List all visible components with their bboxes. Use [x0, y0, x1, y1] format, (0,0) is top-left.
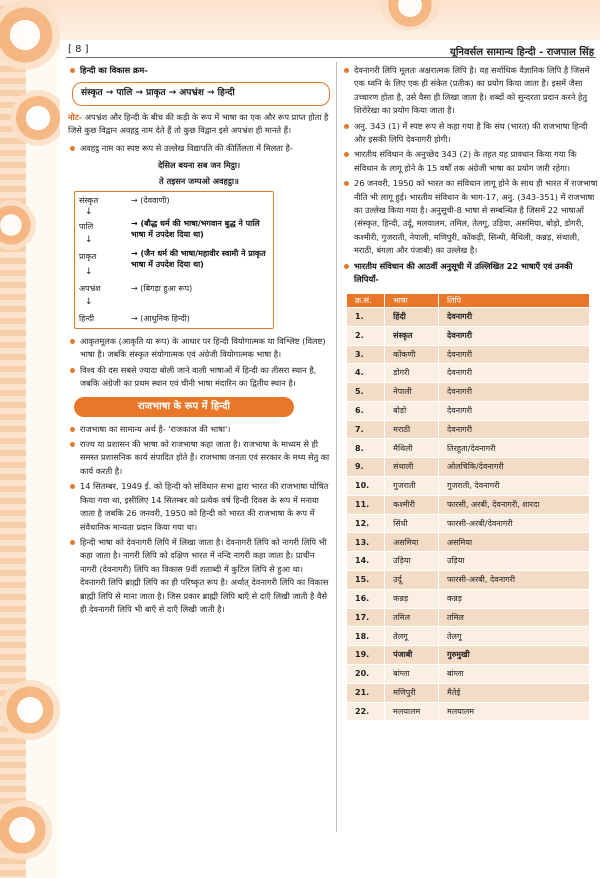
language-cell: कन्नड़ [385, 589, 439, 608]
script-cell: तमिल [438, 608, 589, 627]
script-cell: देवनागरी [438, 345, 589, 364]
language-cell: उड़िया [385, 552, 439, 571]
language-cell: तेलगू [385, 627, 439, 646]
serial-cell: 21. [347, 683, 385, 702]
table-row [347, 514, 590, 533]
tree-item: संस्कृत [79, 196, 99, 206]
serial-cell: 8. [347, 439, 385, 458]
table-row [347, 401, 590, 420]
serial-cell: 4. [347, 364, 385, 383]
serial-cell: 18. [347, 627, 385, 646]
flower-ornament [0, 800, 52, 860]
note-text: अपभ्रंश और हिन्दी के बीच की कड़ी के रूप में भाषा का एक और रूप प्राप्त होता है जिसे कुछ विद्वान अवहट्ठ नाम देते हैं तो कुछ विद्वान इसे अपभ्रंश ही मानते हैं। [68, 111, 329, 136]
serial-cell: 5. [347, 383, 385, 402]
evolution-heading: हिन्दी का विकास क्रम- [68, 64, 330, 77]
note-paragraph [68, 111, 330, 138]
serial-cell: 10. [347, 477, 385, 496]
tree-desc: → (आधुनिक हिन्दी) [131, 314, 190, 324]
language-cell: सिंधी [385, 514, 439, 533]
rajbhasha-meaning: राजभाषा का सामान्य अर्थ है- 'राजकाज की भाषा'। [68, 423, 330, 436]
tree-desc: → (जैन धर्म की भाषा/महावीर स्वामी ने प्राकृत भाषा में उपदेश दिया था) [131, 249, 266, 270]
down-arrow-icon: ↓ [85, 297, 93, 308]
languages-table [346, 293, 590, 722]
table-row [347, 495, 590, 514]
script-cell: मैतेई [438, 683, 589, 702]
avahatt-paragraph: अवहट्ठ नाम का स्पष्ट रूप से उल्लेख विद्यापति की कीर्तिलता में मिलता है- [68, 142, 330, 155]
table-row [347, 646, 590, 665]
script-cell: गुजराती, देवनागरी [438, 477, 589, 496]
serial-cell: 3. [347, 345, 385, 364]
world-rank-paragraph: विश्व की दस सबसे ज्यादा बोली जाने वाली भाषाओं में हिन्दी का तीसरा स्थान है, जबकि अंग्रेजी का प्रथम स्थान एवं चीनी भाषा मंदारिन का द्वितीय स्थान है। [68, 364, 330, 391]
serial-cell: 1. [347, 307, 385, 326]
table-header-row [347, 293, 590, 307]
tree-desc: → (बौद्ध धर्म की भाषा/भगवान बुद्ध ने पालि भाषा में उपदेश दिया था) [131, 219, 260, 240]
script-cell: फारसी-अरबी/देवनागरी [438, 514, 589, 533]
left-column [68, 64, 330, 618]
serial-cell: 19. [347, 646, 385, 665]
section-banner: राजभाषा के रूप में हिन्दी [74, 397, 294, 417]
language-cell: पंजाबी [385, 646, 439, 665]
script-cell: असमिया [438, 533, 589, 552]
devanagari-paragraph: हिन्दी भाषा को देवनागरी लिपि में लिखा जाता है। देवनागरी लिपि को नागरी लिपि भी कहा जाता है। नागरी लिपि को दक्षिण भारत में नन्दि नागरी कहा जाता है। प्राचीन नागरी (देवनागरी) लिपि का विकास 9वीं शताब्दी में कुटिल लिपि से हुआ था। देवनागरी लिपि ब्राह्मी लिपि का ही परिष्कृत रूप है। अर्थात् देवनागरी लिपि का विकास ब्राह्मी लिपि से माना जाता है। जिस प्रकार ब्राह्मी लिपि बाएँ से दाएँ लिखी जाती है वैसे ही देवनागरी लिपि भी बाएँ से दाएँ लिखी जाती है। [68, 536, 330, 616]
running-header-title: यूनिवर्सल सामान्य हिन्दी - राजपाल सिंह [450, 47, 594, 58]
tree-desc: → (बिगड़ा हुआ रूप) [131, 284, 193, 294]
language-cell: मणिपुरी [385, 683, 439, 702]
table-row [347, 420, 590, 439]
serial-cell: 14. [347, 552, 385, 571]
serial-cell: 16. [347, 589, 385, 608]
down-arrow-icon: ↓ [85, 235, 93, 246]
evolution-flow: संस्कृत → पालि → प्राकृत → अपभ्रंश → हिन्दी [72, 82, 330, 105]
language-cell: असमिया [385, 533, 439, 552]
hindi-diwas-paragraph: 14 सितम्बर, 1949 ई. को हिन्दी को संविधान सभा द्वारा भारत की राजभाषा घोषित किया गया था, इसीलिए 14 सितम्बर को प्रत्येक वर्ष हिन्दी दिवस के रूप में मनाया जाता है जबकि 26 जनवरी, 1950 को हिन्दी को भारत की राजभाषा के रूप में संवैधानिक मान्यता प्रदान किया गया था। [68, 480, 330, 534]
language-cell: बांग्ला [385, 665, 439, 684]
language-cell: मैथिली [385, 439, 439, 458]
serial-cell: 12. [347, 514, 385, 533]
table-row [347, 533, 590, 552]
table-row [347, 702, 590, 721]
language-cell: कोंकणी [385, 345, 439, 364]
script-cell: फारसी, अरबी, देवनागरी, शारदा [438, 495, 589, 514]
language-cell: कश्मीरी [385, 495, 439, 514]
serial-cell: 6. [347, 401, 385, 420]
script-cell: देवनागरी [438, 307, 589, 326]
table-row [347, 608, 590, 627]
language-cell: बोडो [385, 401, 439, 420]
language-cell: मराठी [385, 420, 439, 439]
script-cell: तेलगू [438, 627, 589, 646]
table-row [347, 458, 590, 477]
down-arrow-icon: ↓ [85, 207, 93, 218]
verse-line-2: ते तइसन जम्पओ अवहट्ठा॥ [159, 176, 239, 187]
page-number: [ 8 ] [68, 44, 89, 55]
script-cell: देवनागरी [438, 401, 589, 420]
script-cell: उड़िया [438, 552, 589, 571]
language-cell: मलयालम [385, 702, 439, 721]
script-cell: तिरहुता/देवनागरी [438, 439, 589, 458]
script-cell: ओलचिकि/देवनागरी [438, 458, 589, 477]
serial-cell: 11. [347, 495, 385, 514]
table-row [347, 439, 590, 458]
table-row [347, 477, 590, 496]
table-row [347, 364, 590, 383]
language-cell: तमिल [385, 608, 439, 627]
table-row [347, 589, 590, 608]
script-cell: फारसी-अरबी, देवनागरी [438, 571, 589, 590]
serial-cell: 15. [347, 571, 385, 590]
table-row [347, 627, 590, 646]
script-cell: देवनागरी [438, 420, 589, 439]
table-row [347, 345, 590, 364]
script-cell: बांग्ला [438, 665, 589, 684]
rajbhasha-definition: राज्य या प्रशासन की भाषा को राजभाषा कहा जाता है। राजभाषा के माध्यम से ही समस्त प्रशासनिक कार्य संपादित होते हैं। राजभाषा जनता एवं सरकार के मध्य सेतु का कार्य करती है। [68, 438, 330, 478]
tree-item: अपभ्रंश [79, 284, 101, 294]
table-row [347, 307, 590, 326]
serial-cell: 17. [347, 608, 385, 627]
article-343-2: भारतीय संविधान के अनुच्छेद 343 (2) के तहत यह प्रावधान किया गया कि संविधान के लागू होने के 15 वर्षों तक अंग्रेजी भाषा का प्रयोग जारी रहेगा। [342, 148, 598, 175]
column-divider [336, 62, 337, 832]
language-cell: गुजराती [385, 477, 439, 496]
language-evolution-tree [74, 191, 274, 329]
serial-cell: 9. [347, 458, 385, 477]
serial-cell: 13. [347, 533, 385, 552]
language-cell: हिंदी [385, 307, 439, 326]
header-rule [66, 57, 596, 58]
serial-cell: 7. [347, 420, 385, 439]
script-cell: गुरुमुखी [438, 646, 589, 665]
serial-cell: 20. [347, 665, 385, 684]
script-cell: देवनागरी [438, 364, 589, 383]
column-header: लिपि [438, 293, 589, 307]
language-cell: उर्दू [385, 571, 439, 590]
constitution-paragraph: 26 जनवरी, 1950 को भारत का संविधान लागू होने के साथ ही भारत में राजभाषा नीति भी लागू हुई। भारतीय संविधान के भाग-17, अनु. (343-351) में राजभाषा का उल्लेख किया गया है। अनुसूची-8 भाषा से सम्बन्धित है जिसमें 22 भाषाओं (संस्कृत, हिन्दी, उर्दू, मलयालम, तमिल, तेलगू, उड़िया, असमिया, बोड़ो, डोगरी, कश्मीरी, गुजराती, नेपाली, मणिपुरी, कोंकड़ी, सिन्धी, मैथिली, कन्नड़, संथाली, मराठी, बंगला और पंजाबी) का उल्लेख है। [342, 177, 598, 257]
language-cell: नेपाली [385, 383, 439, 402]
table-row [347, 571, 590, 590]
table-row [347, 552, 590, 571]
flower-ornament [10, 90, 66, 146]
language-cell: संथाली [385, 458, 439, 477]
script-cell: मलयालम [438, 702, 589, 721]
column-header: क्र.सं. [347, 293, 385, 307]
article-343-1: अनु. 343 (1) में स्पष्ट रूप से कहा गया है कि संघ (भारत) की राजभाषा हिन्दी और इसकी लिपि देवनागरी होगी। [342, 120, 598, 147]
flower-ornament [0, 680, 60, 740]
devanagari-features: देवनागरी लिपि मूलतः अक्षरात्मक लिपि है। यह सर्वाधिक वैज्ञानिक लिपि है जिसमें एक ध्वनि के लिए एक ही संकेत (प्रतीक) का प्रयोग किया जाता है। इसमें जैसा उच्चारण होता है, उसे वैसा ही लिखा जाता है। शब्दों को सुन्दरता प्रदान करने हेतु शिरोरेखा का प्रयोग किया जाता है। [342, 64, 598, 118]
tree-item: हिन्दी [79, 314, 95, 324]
script-cell: कन्नड़ [438, 589, 589, 608]
column-header: भाषा [385, 293, 439, 307]
tree-item: पालि [79, 222, 94, 232]
table-row [347, 683, 590, 702]
language-cell: डोगरी [385, 364, 439, 383]
tree-item: प्राकृत [79, 252, 97, 262]
note-label: नोट- [68, 111, 83, 122]
table-row [347, 665, 590, 684]
table-caption: भारतीय संविधान की आठवीं अनुसूची में उल्लिखित 22 भाषाएँ एवं उनकी लिपियाँ- [342, 260, 598, 287]
tree-desc: → (देववाणी) [131, 196, 170, 206]
language-cell: संस्कृत [385, 326, 439, 345]
serial-cell: 2. [347, 326, 385, 345]
verse-line-1: देसिल बयना सब जन मिट्ठा। [157, 160, 241, 171]
analytic-language-paragraph: आकृतमूलक (आकृति या रूप) के आधार पर हिन्दी वियोगात्मक या विश्लिष्ट (विलष्ट) भाषा है। जबकि संस्कृत संयोगात्मक एवं अंग्रेजी वियोगात्मक भाषा है। [68, 335, 330, 362]
serial-cell: 22. [347, 702, 385, 721]
table-row [347, 326, 590, 345]
flower-ornament [0, 200, 36, 250]
table-row [347, 383, 590, 402]
script-cell: देवनागरी [438, 383, 589, 402]
down-arrow-icon: ↓ [85, 267, 93, 278]
script-cell: देवनागरी [438, 326, 589, 345]
right-column [342, 64, 598, 721]
